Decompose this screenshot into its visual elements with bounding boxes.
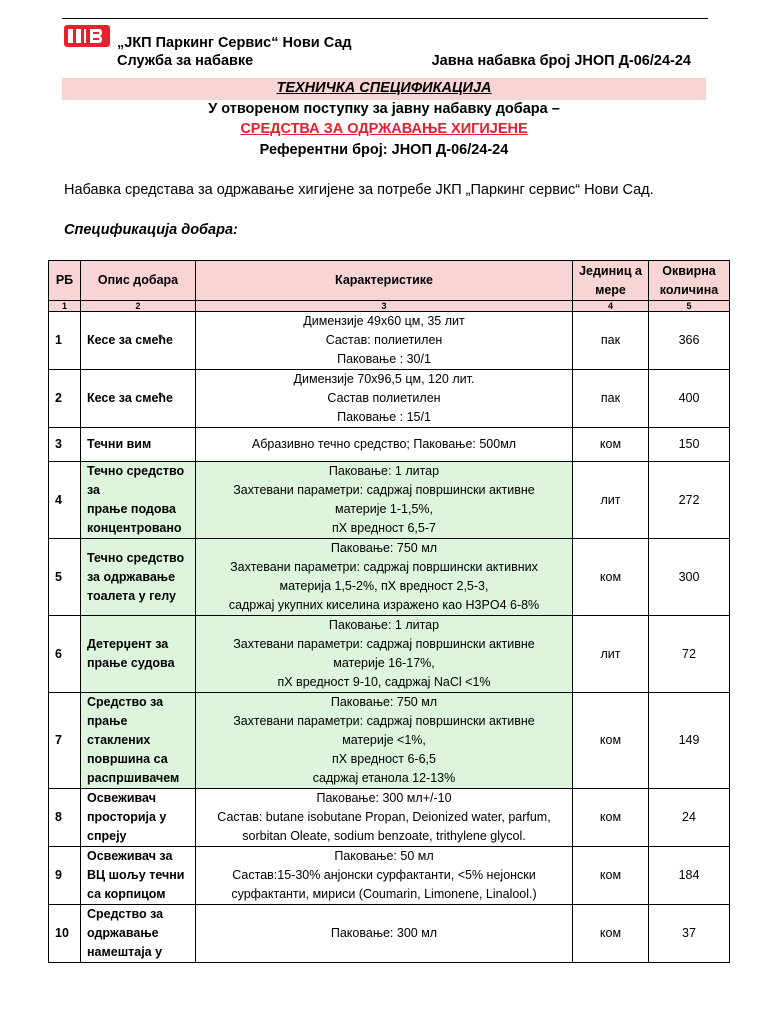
col-number: 5	[649, 301, 730, 312]
item-unit: ком	[573, 905, 649, 963]
characteristic-line: Димензије 49x60 цм, 35 лит	[303, 314, 465, 328]
row-number: 9	[49, 847, 81, 905]
row-number: 10	[49, 905, 81, 963]
item-quantity: 72	[649, 616, 730, 693]
org-name: „ЈКП Паркинг Сервис“ Нови Сад	[117, 35, 352, 51]
table-row	[49, 789, 730, 847]
item-quantity: 184	[649, 847, 730, 905]
row-number: 1	[49, 312, 81, 370]
item-description-line: прање стаклених	[87, 714, 151, 747]
characteristic-line: Састав:15-30% анјонски сурфактанти, <5% нејонски	[232, 868, 536, 882]
item-characteristics	[196, 905, 573, 963]
item-description	[81, 905, 196, 963]
table-row	[49, 616, 730, 693]
item-description-line: ВЦ шољу течни	[87, 868, 185, 882]
characteristic-line: Паковање: 1 литар	[328, 464, 440, 478]
item-characteristics	[196, 693, 573, 789]
item-description-line: тоалета у гелу	[87, 588, 176, 603]
item-characteristics	[196, 539, 573, 616]
item-unit: ком	[573, 789, 649, 847]
item-description-line: Детерџент за	[87, 637, 169, 651]
item-description	[81, 312, 196, 370]
characteristic-line: Захтевани параметри: садржај површински активних	[230, 560, 538, 574]
item-description-line: за одржавање	[87, 569, 176, 584]
header-rule	[62, 18, 708, 19]
item-description-line: Течно средство	[87, 464, 185, 478]
item-description-line: прање судова	[87, 656, 175, 670]
item-characteristics	[196, 789, 573, 847]
item-description-line: Освеживач	[87, 791, 156, 805]
item-unit: пак	[573, 312, 649, 370]
row-number: 3	[49, 428, 81, 462]
item-unit: ком	[573, 539, 649, 616]
item-unit: ком	[573, 847, 649, 905]
spec-title-bar	[62, 78, 706, 100]
row-number: 4	[49, 462, 81, 539]
reference-number: Референтни број: ЈНОП Д-06/24-24	[259, 142, 509, 158]
table-row	[49, 462, 730, 539]
header-characteristics: Карактеристике	[196, 261, 573, 301]
item-description-line: са корпицом	[87, 887, 166, 901]
item-unit: пак	[573, 370, 649, 428]
table-row	[49, 312, 730, 370]
characteristic-line: Абразивно течно средство; Паковање: 500мл	[251, 437, 517, 451]
item-description-line: намештаја у	[87, 945, 163, 959]
intro-text: Набавка средстава за одржавање хигијене за потребе ЈКП „Паркинг сервис“ Нови Сад.	[64, 182, 654, 198]
item-unit: ком	[573, 693, 649, 789]
item-quantity: 37	[649, 905, 730, 963]
item-description-line: површина са	[87, 752, 168, 766]
characteristic-line: пХ вредност 6,5-7	[332, 521, 436, 535]
item-unit: лит	[573, 462, 649, 539]
item-description-line: Течни вим	[87, 437, 152, 451]
characteristic-line: Паковање: 300 мл+/-10	[316, 791, 452, 805]
col-number: 1	[49, 301, 81, 312]
item-description-line: концентровано	[87, 521, 182, 535]
procurement-number: Јавна набавка број ЈНОП Д-06/24-24	[431, 53, 691, 69]
item-quantity: 366	[649, 312, 730, 370]
item-description-line: Освеживач за	[87, 849, 173, 863]
characteristic-line: материје 1-1,5%,	[334, 502, 434, 516]
item-description	[81, 370, 196, 428]
item-description	[81, 616, 196, 693]
item-description-line: прање подова	[87, 502, 176, 516]
header-description: Опис добара	[81, 261, 196, 301]
company-logo	[64, 25, 110, 47]
col-number: 3	[196, 301, 573, 312]
characteristic-line: Паковање: 50 мл	[334, 849, 434, 863]
procedure-line: У отвореном поступку за јавну набавку добара –	[208, 101, 560, 117]
item-unit: лит	[573, 616, 649, 693]
characteristic-line: садржај етанола 12-13%	[312, 771, 456, 785]
item-description	[81, 789, 196, 847]
item-unit: ком	[573, 428, 649, 462]
item-quantity: 149	[649, 693, 730, 789]
table-row	[49, 428, 730, 462]
row-number: 6	[49, 616, 81, 693]
characteristic-line: материје <1%,	[342, 733, 426, 747]
item-characteristics	[196, 370, 573, 428]
characteristic-line: садржај укупних киселина изражено као H3PO4 6-8%	[228, 598, 540, 612]
header-quantity: Оквирна количина	[649, 261, 730, 301]
table-row	[49, 905, 730, 963]
item-description-line: спреју	[87, 829, 127, 843]
characteristic-line: Захтевани параметри: садржај површински активне	[233, 483, 535, 497]
table-row	[49, 370, 730, 428]
characteristic-line: Састав полиетилен	[327, 391, 441, 405]
characteristic-line: Паковање: 300 мл	[330, 926, 438, 940]
goods-title: СРЕДСТВА ЗА ОДРЖАВАЊЕ ХИГИЈЕНЕ	[240, 121, 528, 137]
item-description	[81, 693, 196, 789]
characteristic-line: Димензије 70x96,5 цм, 120 лит.	[293, 372, 475, 386]
row-number: 5	[49, 539, 81, 616]
item-characteristics	[196, 462, 573, 539]
characteristic-line: Паковање : 30/1	[337, 352, 431, 366]
item-quantity: 400	[649, 370, 730, 428]
characteristic-line: сурфактанти, мириси (Coumarin, Limonene, Linalool.)	[231, 887, 537, 901]
characteristic-line: пХ вредност 9-10, садржај NaCl <1%	[277, 675, 491, 689]
item-description	[81, 539, 196, 616]
item-description-line: Средство за	[87, 907, 164, 921]
item-description-line: одржавање	[87, 926, 159, 940]
item-characteristics	[196, 428, 573, 462]
table-row	[49, 693, 730, 789]
characteristic-line: Паковање: 750 мл	[330, 695, 438, 709]
spec-table	[48, 260, 730, 963]
item-description-line: Кесе за смеће	[87, 391, 174, 405]
characteristic-line: Паковање: 750 мл	[330, 541, 438, 555]
item-characteristics	[196, 847, 573, 905]
row-number: 2	[49, 370, 81, 428]
item-quantity: 150	[649, 428, 730, 462]
characteristic-line: Паковање: 1 литар	[328, 618, 440, 632]
item-description-line: Средство за	[87, 695, 164, 709]
item-description	[81, 847, 196, 905]
item-description	[81, 428, 196, 462]
characteristic-line: Састав: butane isobutane Propan, Deionized water, parfum,	[217, 810, 551, 824]
header-unit: Јединиц а мере	[573, 261, 649, 301]
item-quantity: 24	[649, 789, 730, 847]
spec-title: ТЕХНИЧКА СПЕЦИФИКАЦИЈА	[276, 80, 492, 96]
column-number-row	[49, 301, 730, 312]
row-number: 8	[49, 789, 81, 847]
item-description	[81, 462, 196, 539]
characteristic-line: Захтевани параметри: садржај површински активне	[233, 637, 535, 651]
item-quantity: 300	[649, 539, 730, 616]
spec-subheading: Спецификација добара:	[64, 222, 238, 238]
table-row	[49, 539, 730, 616]
item-description-line: за	[87, 483, 101, 497]
item-description-line: Кесе за смеће	[87, 333, 174, 347]
characteristic-line: пХ вредност 6-6,5	[332, 752, 436, 766]
department-name: Служба за набавке	[117, 53, 254, 69]
col-number: 4	[573, 301, 649, 312]
characteristic-line: Паковање : 15/1	[337, 410, 431, 424]
characteristic-line: sorbitan Oleate, sodium benzoate, trithylene glycol.	[242, 829, 526, 843]
item-description-line: просторија у	[87, 810, 167, 824]
item-characteristics	[196, 616, 573, 693]
table-row	[49, 847, 730, 905]
characteristic-line: материје 16-17%,	[333, 656, 435, 670]
item-description-line: Течно средство	[87, 550, 185, 565]
characteristic-line: Захтевани параметри: садржај површински активне	[233, 714, 535, 728]
row-number: 7	[49, 693, 81, 789]
characteristic-line: Састав: полиетилен	[325, 333, 443, 347]
characteristic-line: материја 1,5-2%, пХ вредност 2,5-3,	[279, 579, 489, 593]
item-description-line: распршивачем	[87, 771, 180, 785]
col-number: 2	[81, 301, 196, 312]
header-rb: РБ	[49, 261, 81, 301]
item-quantity: 272	[649, 462, 730, 539]
item-characteristics	[196, 312, 573, 370]
table-header-row	[49, 261, 730, 301]
